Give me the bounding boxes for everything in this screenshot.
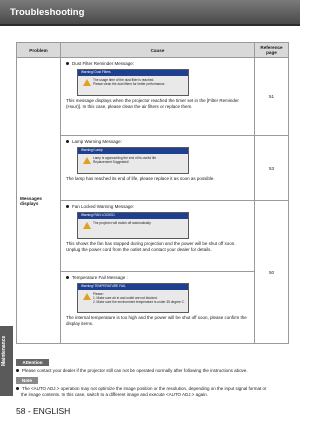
bullet-icon	[16, 369, 19, 372]
attention-text: Please contact your dealer if the projector still can not be operated normally after following the instructions above.	[16, 368, 288, 374]
warning-dialog-title: Warning! Dust Filters	[78, 70, 188, 76]
bullet-icon	[66, 140, 69, 143]
note-label: Note	[16, 377, 38, 384]
warning-dialog-line: Replacement Suggested!	[93, 160, 129, 165]
column-header-problem: Problem	[17, 43, 61, 58]
warning-dialog-line: Please:	[93, 292, 104, 296]
warning-dialog-line: 2. Make sure the environment temperature is under 35 degree C.	[93, 300, 185, 305]
warning-dialog-line: 1. Make sure air in and outlet are not blocked.	[93, 296, 158, 301]
warning-triangle-icon	[83, 293, 91, 300]
cause-title: Temperature Fail Message :	[64, 275, 251, 281]
cause-title: Lamp Warning Message:	[64, 139, 251, 145]
cause-title: Fan Locked Warning Message:	[64, 204, 251, 210]
column-header-cause: Cause	[61, 43, 255, 58]
cause-block	[61, 136, 254, 200]
warning-dialog-title: Warning! Lamp	[78, 148, 188, 154]
column-header-reference: Reference page	[255, 43, 289, 58]
warning-dialog-line: The projector will switch off automatically.	[93, 221, 152, 225]
side-tab-label: Maintenance	[1, 335, 7, 366]
cause-cell	[61, 272, 255, 344]
warning-triangle-icon	[83, 157, 91, 164]
cause-description: This shows the fan has stopped during projection and the power will be shut off soon. Unplug the power cord from the outlet and contact your dealer for details.	[66, 241, 236, 252]
warning-dialog-line: Please clean the dust filters for better performance.	[93, 82, 166, 87]
header-bar	[0, 0, 300, 26]
cause-cell	[61, 58, 255, 136]
warning-dialog	[77, 283, 189, 313]
warning-dialog-title: Warning! FAN LOCKED	[78, 213, 188, 219]
bullet-icon	[66, 62, 69, 65]
cause-cell	[61, 136, 255, 201]
reference-page: 53	[255, 136, 289, 201]
warning-dialog	[77, 69, 189, 96]
cause-cell	[61, 201, 255, 272]
warning-dialog-title: Warning! TEMPERATURE FAIL	[78, 284, 188, 290]
reference-page: 51	[255, 58, 289, 136]
warning-triangle-icon	[83, 79, 91, 86]
warning-dialog	[77, 212, 189, 239]
table-row	[17, 58, 289, 136]
problem-cell: Messages displays	[17, 58, 61, 344]
cause-title: Dust Filter Reminder Message:	[64, 61, 251, 67]
troubleshooting-table	[16, 42, 289, 344]
bullet-icon	[66, 205, 69, 208]
page-title: Troubleshooting	[10, 7, 85, 18]
bullet-icon	[66, 276, 69, 279]
cause-block	[61, 201, 254, 271]
page-number: 58 - ENGLISH	[16, 406, 71, 416]
cause-block	[61, 58, 254, 135]
cause-description: The internal temperature is too high and the power will be shut off soon, please confirm the display items.	[66, 315, 247, 326]
warning-dialog-line: Lamp is approaching the end of its useful life.	[93, 156, 157, 160]
reference-page: 50	[255, 201, 289, 344]
note-text: The <AUTO ADJ.> operation may not optimize the image position or the resolution, depending on the input signal format or	[16, 386, 288, 392]
bullet-icon	[16, 387, 19, 390]
cause-description: This message displays when the projector reached the timer set in the [Filter Reminder (Hour)]. In this case, please clean the air filters or replace them.	[66, 98, 239, 109]
cause-block	[61, 272, 254, 343]
warning-dialog-line: The usage time of the dust filter is reached.	[93, 78, 155, 82]
attention-label: Attention	[16, 359, 49, 366]
warning-triangle-icon	[83, 222, 91, 229]
cause-description: The lamp has reached its end of life, please replace it as soon as possible.	[66, 176, 215, 181]
warning-dialog	[77, 147, 189, 174]
note-text-continued: the image contents. In this case, switch to a different image and execute <AUTO ADJ.> again.	[21, 392, 208, 397]
